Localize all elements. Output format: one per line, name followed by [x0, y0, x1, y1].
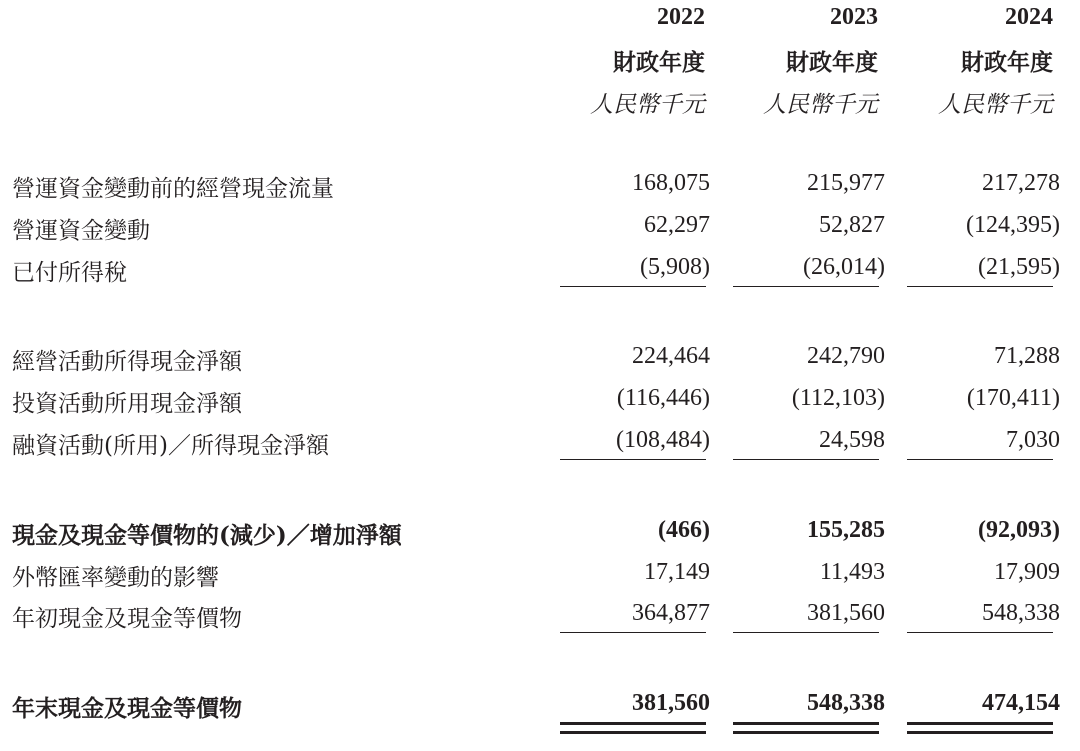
cell-2024: 71,288 [994, 343, 1060, 369]
subtotal-rule-2024 [907, 632, 1053, 633]
unit-label-2024: 人民幣千元 [938, 92, 1053, 118]
year-header-2024: 2024 [1005, 4, 1053, 30]
row-label: 營運資金變動前的經營現金流量 [12, 176, 334, 202]
cell-2022: 364,877 [632, 600, 710, 626]
total-double-rule-2022 [560, 722, 706, 734]
row-label: 外幣匯率變動的影響 [12, 565, 219, 591]
table-row [0, 254, 1080, 294]
cell-2023: 11,493 [819, 559, 885, 585]
subtotal-rule-2022 [560, 286, 706, 287]
table-row [0, 343, 1080, 383]
year-header-2023: 2023 [830, 4, 878, 30]
cell-2023: 242,790 [807, 343, 885, 369]
table-row [0, 427, 1080, 467]
period-label-2022: 財政年度 [613, 49, 705, 76]
cell-2022: (116,446) [616, 385, 710, 411]
unit-label-2022: 人民幣千元 [590, 92, 705, 118]
cell-2023: 155,285 [807, 517, 885, 543]
cell-2024: (21,595) [978, 254, 1060, 280]
subtotal-rule-2024 [907, 459, 1053, 460]
period-label-2024: 財政年度 [961, 49, 1053, 76]
cell-2022: (466) [658, 517, 710, 543]
cell-2024: 17,909 [994, 559, 1060, 585]
cell-2023: 215,977 [807, 170, 885, 196]
cell-2023: 52,827 [819, 212, 885, 238]
total-double-rule-2023 [733, 722, 879, 734]
cell-2022: 168,075 [632, 170, 710, 196]
cell-2024: 474,154 [982, 690, 1060, 716]
subtotal-rule-2022 [560, 459, 706, 460]
cell-2022: 17,149 [644, 559, 710, 585]
cell-2024: 217,278 [982, 170, 1060, 196]
table-row [0, 212, 1080, 252]
total-double-rule-2024 [907, 722, 1053, 734]
row-label: 融資活動(所用)／所得現金淨額 [12, 433, 329, 459]
cell-2022: 224,464 [632, 343, 710, 369]
table-row [0, 517, 1080, 557]
cell-2022: 381,560 [632, 690, 710, 716]
table-row [0, 559, 1080, 599]
cell-2023: 548,338 [807, 690, 885, 716]
table-row [0, 600, 1080, 640]
row-label: 投資活動所用現金淨額 [12, 391, 242, 417]
row-label: 年末現金及現金等價物 [12, 695, 242, 722]
subtotal-rule-2023 [733, 286, 879, 287]
cell-2023: 24,598 [819, 427, 885, 453]
subtotal-rule-2022 [560, 632, 706, 633]
row-label: 年初現金及現金等價物 [12, 606, 242, 632]
cell-2024: 548,338 [982, 600, 1060, 626]
cell-2024: (92,093) [978, 517, 1060, 543]
table-row [0, 385, 1080, 425]
cell-2024: (124,395) [966, 212, 1060, 238]
cell-2022: 62,297 [644, 212, 710, 238]
cell-2024: 7,030 [1006, 427, 1060, 453]
subtotal-rule-2024 [907, 286, 1053, 287]
row-label: 已付所得稅 [12, 260, 127, 286]
row-label: 營運資金變動 [12, 218, 150, 244]
cell-2022: (5,908) [640, 254, 710, 280]
year-header-2022: 2022 [657, 4, 705, 30]
unit-label-2023: 人民幣千元 [763, 92, 878, 118]
row-label: 經營活動所得現金淨額 [12, 349, 242, 375]
subtotal-rule-2023 [733, 459, 879, 460]
subtotal-rule-2023 [733, 632, 879, 633]
cell-2024: (170,411) [966, 385, 1060, 411]
cell-2022: (108,484) [616, 427, 710, 453]
cell-2023: 381,560 [807, 600, 885, 626]
cell-2023: (112,103) [791, 385, 885, 411]
period-label-2023: 財政年度 [786, 49, 878, 76]
cell-2023: (26,014) [803, 254, 885, 280]
row-label: 現金及現金等價物的(減少)／增加淨額 [12, 522, 402, 549]
table-row [0, 170, 1080, 210]
